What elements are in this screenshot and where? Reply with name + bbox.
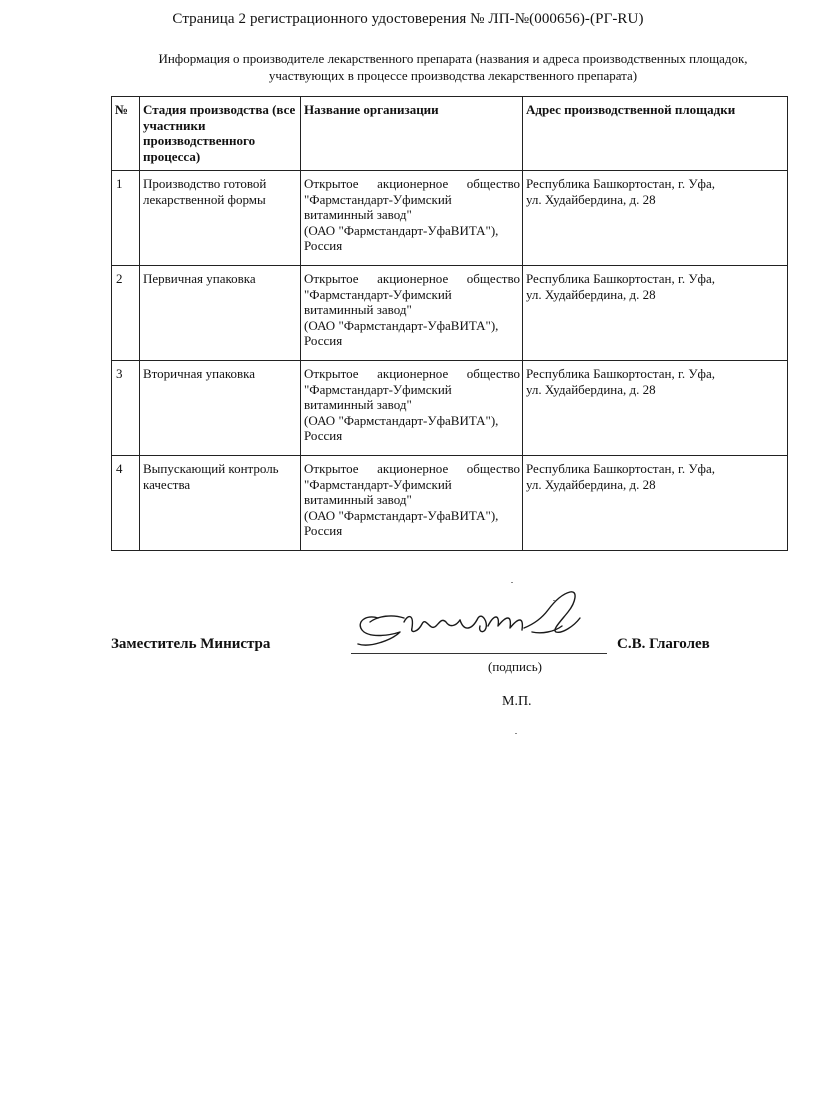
header-stage: Стадия производства (все участники производственного процесса) bbox=[140, 97, 301, 171]
row-address bbox=[523, 456, 788, 551]
row-stage: Первичная упаковка bbox=[140, 266, 301, 361]
row-stage: Вторичная упаковка bbox=[140, 361, 301, 456]
row-org bbox=[301, 266, 523, 361]
address-line-2: ул. Худайбердина, д. 28 bbox=[526, 381, 656, 397]
row-stage: Производство готовой лекарственной формы bbox=[140, 171, 301, 266]
header-num: № bbox=[112, 97, 140, 171]
table-row bbox=[112, 456, 788, 551]
handwritten-signature bbox=[348, 588, 618, 654]
scan-speck bbox=[511, 582, 513, 583]
signer-position: Заместитель Министра bbox=[111, 636, 271, 652]
scan-speck bbox=[553, 600, 555, 601]
org-line-2: "Фармстандарт-Уфимский витаминный завод" bbox=[304, 381, 452, 412]
signature-caption: (подпись) bbox=[488, 659, 542, 674]
org-line-2: "Фармстандарт-Уфимский витаминный завод" bbox=[304, 191, 452, 222]
signer-name: С.В. Глаголев bbox=[617, 636, 710, 652]
table-header-row bbox=[112, 97, 788, 171]
org-line-3: (ОАО "Фармстандарт-УфаВИТА"), Россия bbox=[304, 412, 499, 443]
address-line-1: Республика Башкортостан, г. Уфа, bbox=[526, 271, 715, 286]
address-line-2: ул. Худайбердина, д. 28 bbox=[526, 286, 656, 302]
org-line-1: Открытое акционерное общество bbox=[304, 271, 520, 286]
row-address bbox=[523, 361, 788, 456]
address-line-2: ул. Худайбердина, д. 28 bbox=[526, 476, 656, 492]
row-num: 1 bbox=[112, 171, 140, 266]
address-line-1: Республика Башкортостан, г. Уфа, bbox=[526, 461, 715, 476]
row-stage: Выпускающий контроль качества bbox=[140, 456, 301, 551]
address-line-2: ул. Худайбердина, д. 28 bbox=[526, 191, 656, 207]
row-address bbox=[523, 171, 788, 266]
table-row bbox=[112, 361, 788, 456]
intro-line-1: Информация о производителе лекарственного препарата (названия и адреса производственных площадок, bbox=[158, 51, 748, 66]
org-line-3: (ОАО "Фармстандарт-УфаВИТА"), Россия bbox=[304, 222, 499, 253]
org-line-1: Открытое акционерное общество bbox=[304, 461, 520, 476]
row-org bbox=[301, 171, 523, 266]
scan-speck bbox=[515, 733, 517, 734]
row-address bbox=[523, 266, 788, 361]
row-org bbox=[301, 456, 523, 551]
address-line-1: Республика Башкортостан, г. Уфа, bbox=[526, 366, 715, 381]
org-line-2: "Фармстандарт-Уфимский витаминный завод" bbox=[304, 286, 452, 317]
org-line-3: (ОАО "Фармстандарт-УфаВИТА"), Россия bbox=[304, 317, 499, 348]
table-row bbox=[112, 171, 788, 266]
intro-text bbox=[108, 50, 798, 84]
address-line-1: Республика Башкортостан, г. Уфа, bbox=[526, 176, 715, 191]
org-line-1: Открытое акционерное общество bbox=[304, 366, 520, 381]
row-num: 2 bbox=[112, 266, 140, 361]
header-org: Название организации bbox=[301, 97, 523, 171]
row-num: 4 bbox=[112, 456, 140, 551]
row-org bbox=[301, 361, 523, 456]
page-title: Страница 2 регистрационного удостоверения № ЛП-№(000656)-(РГ-RU) bbox=[172, 11, 644, 27]
header-address: Адрес производственной площадки bbox=[523, 97, 788, 171]
org-line-3: (ОАО "Фармстандарт-УфаВИТА"), Россия bbox=[304, 507, 499, 538]
intro-line-2: участвующих в процессе производства лекарственного препарата) bbox=[268, 68, 638, 83]
row-num: 3 bbox=[112, 361, 140, 456]
table-row bbox=[112, 266, 788, 361]
org-line-2: "Фармстандарт-Уфимский витаминный завод" bbox=[304, 476, 452, 507]
stamp-mark: М.П. bbox=[502, 694, 532, 709]
org-line-1: Открытое акционерное общество bbox=[304, 176, 520, 191]
producers-table bbox=[111, 96, 788, 551]
signature-line bbox=[351, 653, 607, 654]
